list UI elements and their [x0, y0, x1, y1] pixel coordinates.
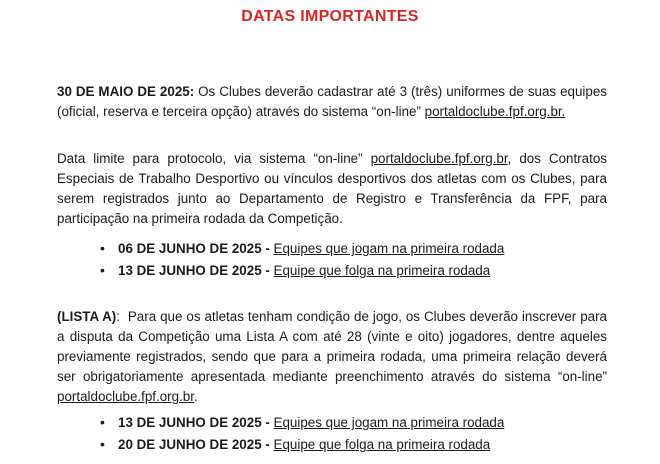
text-segment: . — [193, 389, 198, 404]
paragraph-line — [57, 209, 607, 229]
text-segment: Os Clubes deverão cadastrar até 3 (três) uniformes de suas equipes — [194, 84, 607, 99]
paragraph-protocolo-contratos — [57, 149, 607, 229]
paragraph-line — [57, 149, 607, 169]
paragraph-line — [57, 387, 607, 407]
bullet-dot-icon: • — [100, 414, 105, 430]
text-segment: , dos Contratos — [507, 151, 607, 166]
bullet-item — [57, 238, 607, 258]
text-segment: participação na primeira rodada da Competição. — [57, 211, 343, 226]
paragraph-line — [57, 367, 607, 387]
paragraph-line — [57, 189, 607, 209]
text-segment: (oficial, reserva e terceira opção) através do sistema “on-line” — [57, 104, 425, 119]
text-segment: a disputa da Competição uma Lista A com até 28 (vinte e oito) jogadores, dentre aqueles — [57, 329, 607, 344]
paragraph-lista-a — [57, 307, 607, 407]
page-title: DATAS IMPORTANTES — [241, 8, 419, 25]
paragraph-uniformes-deadline — [57, 82, 607, 122]
bullet-dot-icon: • — [100, 262, 105, 278]
text-segment: : Para que os atletas tenham condição de jogo, os Clubes deverão inscrever para — [116, 309, 607, 324]
document-content — [57, 82, 607, 454]
paragraph-line — [57, 347, 607, 367]
text-segment: 30 DE MAIO DE 2025: — [57, 84, 195, 99]
bullet-list-registro-datas — [57, 238, 607, 280]
text-segment: Data limite para protocolo, via sistema “on-line” — [57, 151, 371, 166]
paragraph-line — [57, 82, 607, 102]
link-portaldoclube[interactable]: portaldoclube.fpf.org.br — [370, 151, 508, 166]
bullet-date: 13 DE JUNHO DE 2025 - — [118, 415, 274, 430]
paragraph-line — [57, 327, 607, 347]
bullet-label: Equipes que jogam na primeira rodada — [273, 415, 505, 430]
bullet-item — [57, 434, 607, 454]
bullet-date: 20 DE JUNHO DE 2025 - — [118, 437, 274, 452]
paragraph-line — [57, 102, 607, 122]
text-segment: previamente registrados, sendo que para a primeira rodada, uma primeira relação deverá — [57, 349, 607, 364]
bullet-date: 06 DE JUNHO DE 2025 - — [118, 241, 274, 256]
text-segment: ser obrigatoriamente apresentada mediante preenchimento através do sistema “on-line” — [57, 369, 607, 384]
paragraph-line — [57, 307, 607, 327]
text-segment: serem registrados junto ao Departamento de Registro e Transferência da FPF, para — [57, 191, 607, 206]
bullet-label: Equipes que jogam na primeira rodada — [273, 241, 505, 256]
bullet-label: Equipe que folga na primeira rodada — [273, 263, 491, 278]
text-segment: (LISTA A) — [57, 309, 117, 324]
link-portaldoclube[interactable]: portaldoclube.fpf.org.br — [57, 389, 194, 404]
text-segment: Especiais de Trabalho Desportivo ou vínculos desportivos dos atletas com os Clubes, para — [57, 171, 607, 186]
bullet-dot-icon: • — [100, 436, 105, 452]
bullet-item — [57, 260, 607, 280]
bullet-date: 13 DE JUNHO DE 2025 - — [118, 263, 274, 278]
bullet-list-lista-a-datas — [57, 412, 607, 454]
paragraph-line — [57, 169, 607, 189]
bullet-dot-icon: • — [100, 240, 105, 256]
link-portaldoclube[interactable]: portaldoclube.fpf.org.br. — [424, 104, 566, 119]
bullet-item — [57, 412, 607, 432]
bullet-label: Equipe que folga na primeira rodada — [273, 437, 491, 452]
